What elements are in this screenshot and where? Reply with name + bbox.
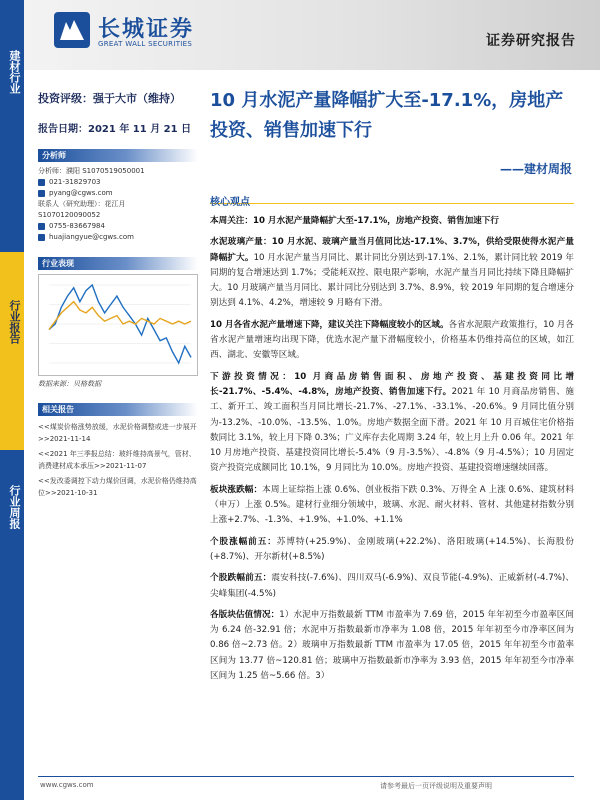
paragraph: 下游投资情况：10 月商品房销售面积、房地产投资、基建投资同比增长-21.7%、-5.4%、-4.8%，房地产投资、销售加速下行。2021 年 10 月商品房销售、施工、新开工、竣工面积当月同比增长-21.7%、-27.1%、-33.1%、-20.6%。9 月同比值分别为-13.2%、-10.0%、-13.5%、1.0%。房地产数据全面下滑。2021 年 10 月百城住宅价格指数同比 3.1%，较上月下降 0.3%；广义库存去化周期 3.24 年，较上月上升 0.06 年。2021 年 10 月房地产投资、基建投资同比增长-5.4%（9 月-3.5%）、-4.8%（9 月-4.5%）；10 月固定资产投资完成额同比 10.1%，9 月同比为 10.0%。房地产投资、基建投资增速继续回落。 [210, 371, 574, 474]
footer-divider [38, 776, 574, 777]
core-view-label: 核心观点 [210, 197, 250, 208]
email-icon [38, 190, 45, 197]
paragraph: 个股涨幅前五：苏博特(+25.9%)、金刚玻璃(+22.2%)、洛阳玻璃(+14.5%)、长海股份(+8.7%)、开尔新材(+8.5%) [210, 536, 574, 562]
related-reports [38, 421, 198, 499]
phone-icon [38, 223, 45, 230]
side-label-industry: 建材行业 [8, 50, 21, 94]
contact-email[interactable]: huajiangyue@cgws.com [38, 232, 198, 243]
analyst-name: 分析师：濮阳 S1070519050001 [38, 167, 145, 175]
related-section-head: 相关报告 [38, 403, 198, 416]
contact-phone: 0755-83667984 [38, 221, 198, 232]
logo-subtext: GREAT WALL SECURITIES [98, 40, 193, 48]
analyst-email[interactable]: pyang@cgws.com [38, 188, 198, 199]
paragraph: 板块涨跌幅：本周上证综指上涨 0.6%、创业板指下跌 0.3%、万得全 A 上涨 0.6%、建筑材料（申万）上涨 0.5%。建材行业细分领域中，玻璃、水泥、耐火材料、管材、其他建材指数分别上涨+2.7%、-1.3%、+1.9%、+1.0%、+1.1% [210, 484, 574, 526]
trend-chart-svg [39, 275, 197, 375]
paragraph: 水泥玻璃产量：10 月水泥、玻璃产量当月值同比达-17.1%、3.7%，供给受限使得水泥产量降幅扩大。10 月水泥产量当月同比、累计同比分别达到-17.1%、2.1%，累计同比较 2019 年同期的复合增速达到 1.7%；受能耗双控、限电限产影响，水泥产量当月同比持续下降且降幅扩大。10 月玻璃产量当月同比、累计同比分别达到 3.7%、8.9%，较 2019 年同期的复合增速分别达到 4.1%、4.2%，增速较 9 月略有下滑。 [210, 237, 574, 309]
side-label-report: 行业报告 [8, 300, 21, 344]
side-strip [0, 0, 24, 800]
phone-icon [38, 179, 45, 186]
investment-rating: 投资评级：强于大市（维持） [38, 92, 181, 105]
core-view-head [210, 190, 574, 208]
trend-section-head: 行业表现 [38, 257, 198, 270]
report-type: 证券研究报告 [486, 33, 576, 49]
analyst-info [38, 166, 198, 243]
logo-icon [54, 12, 90, 48]
paragraph: 个股跌幅前五：震安科技(-7.6%)、四川双马(-6.9%)、双良节能(-4.9%)、正威新材(-4.7%)、尖峰集团(-4.5%) [210, 573, 574, 599]
contact-name: 联系人（研究助理）：花江月 [38, 200, 126, 208]
main-body [210, 214, 574, 690]
analyst-phone: 021-31829703 [38, 177, 198, 188]
left-info-column [38, 78, 198, 502]
report-title: 10 月水泥产量降幅扩大至-17.1%，房地产投资、销售加速下行 [210, 90, 564, 141]
report-subtitle: ——建材周报 [499, 162, 572, 176]
logo-text: 长城证券 [98, 17, 195, 42]
paragraph: 10 月各省水泥产量增速下降，建议关注下降幅度较小的区域。各省水泥限产政策推行，10 月各省水泥产量增速均出现下降，优选水泥产量下滑幅度较小，价格基本仍维持高位的区域，如江西、湖北、安徽等区域。 [210, 319, 575, 361]
email-icon [38, 234, 45, 241]
page-header [24, 0, 600, 70]
paragraph: 各版块估值情况：1）水泥申万指数最新 TTM 市盈率为 7.69 倍，2015 年年初至今市盈率区间为 6.24 倍-32.91 倍；水泥申万指数最新市净率为 1.08 倍，2015 年年初至今市净率区间为 0.86 倍~2.73 倍。2）玻璃申万指数最新 TTM 市盈率为 17.05 倍，2015 年年初至今市盈率区间为 13.77 倍~120.81 倍；玻璃申万指数最新市净率为 3.93 倍，2015 年年初至今市净率区间为 1.25 倍~5.66 倍。3） [210, 609, 574, 682]
footer-url[interactable]: www.cgws.com [40, 781, 94, 789]
data-source: 数据来源：贝格数据 [38, 380, 101, 388]
related-report-item[interactable]: <<发改委调控下动力煤价回调，水泥价格仍维持高位>>2021-10-31 [38, 477, 197, 497]
chart-series-line-1 [49, 302, 191, 330]
paragraph: 本周关注：10 月水泥产量降幅扩大至-17.1%，房地产投资、销售加速下行 [210, 216, 499, 226]
analyst-section-head: 分析师 [38, 149, 198, 162]
side-strip-top [0, 0, 24, 252]
contact-cert: S1070120090052 [38, 211, 101, 219]
industry-trend-chart [38, 274, 198, 376]
side-label-weekly: 行业周报 [8, 485, 21, 529]
footer-disclaimer: 请参考最后一页评级说明及重要声明 [380, 782, 492, 790]
related-report-item[interactable]: <<煤炭价格涨势放缓，水泥价格调整或进一步展开>>2021-11-14 [38, 423, 197, 443]
side-strip-middle [0, 252, 24, 450]
report-date: 报告日期：2021 年 11 月 21 日 [38, 124, 192, 135]
related-report-item[interactable]: <<2021 年三季报总结：玻纤维持高景气，管材、消费建材成本承压>>2021-11-07 [38, 450, 196, 470]
